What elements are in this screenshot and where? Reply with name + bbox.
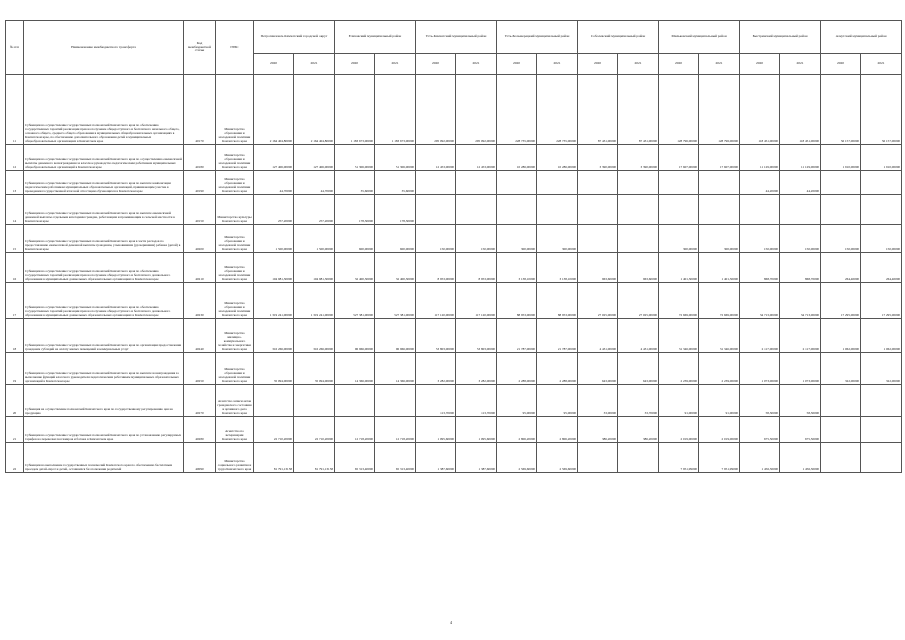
row-name: Субвенции на осуществление государственных полномочий Камчатского края в части расходов по предоставлению ежемесячной денежной выплаты гражданам, усыновившим (удочерившим) ребенка (детей) в Камчатском крае [24, 225, 184, 253]
value-cell [861, 171, 902, 195]
value-cell: 295 092,00000 [416, 75, 456, 145]
value-cell: 35 094,00000 [254, 353, 294, 385]
value-cell: 963,60000 [578, 253, 618, 283]
value-cell: 8 953,00000 [456, 253, 497, 283]
table-row [6, 417, 902, 443]
value-cell: 4 431,00000 [618, 319, 659, 353]
value-cell: 1 456,30000 [740, 443, 780, 473]
year-header: 2021 [780, 54, 821, 75]
row-number: 14 [6, 195, 24, 225]
value-cell: 1 062,00000 [821, 319, 861, 353]
row-code: 40240 [184, 319, 216, 353]
value-cell: 3 138,10000 [537, 253, 578, 283]
value-cell: 675,50000 [740, 417, 780, 443]
year-header: 2021 [618, 54, 659, 75]
value-cell: 10 286,00000 [497, 145, 537, 171]
value-cell: 56 157,00000 [861, 75, 902, 145]
value-cell: 257,20000 [254, 195, 294, 225]
value-cell [375, 385, 416, 417]
value-cell: 72 669,00000 [659, 283, 699, 319]
value-cell: 1 500,00000 [294, 225, 335, 253]
value-cell [861, 195, 902, 225]
value-cell: 3 390,00000 [578, 145, 618, 171]
value-cell [618, 225, 659, 253]
row-grbs: Министерство образования и молодежной политики Камчатского края [216, 75, 254, 145]
value-cell: 316 266,00000 [294, 319, 335, 353]
year-header: 2020 [659, 54, 699, 75]
row-grbs: Министерство культуры Камчатского края [216, 195, 254, 225]
value-cell: 1 401,30000 [659, 253, 699, 283]
value-cell: 44,20000 [780, 171, 821, 195]
value-cell: 88 953,00000 [537, 283, 578, 319]
value-cell: 53 803,00000 [456, 319, 497, 353]
value-cell [659, 195, 699, 225]
value-cell [497, 171, 537, 195]
value-cell: 14 366,00000 [335, 353, 375, 385]
value-cell [254, 385, 294, 417]
row-name: Субвенции на осуществление государственных полномочий Камчатского края по выплате вознаграждения за выполнение функций классного руководителя педагогическим работникам муниципальных образовательных организаций в Камчатском крае [24, 353, 184, 385]
value-cell: 527 381,00000 [375, 283, 416, 319]
table-header [6, 21, 902, 75]
value-cell: 150,00000 [740, 225, 780, 253]
value-cell: 33,70000 [618, 385, 659, 417]
value-cell [416, 195, 456, 225]
value-cell: 2 569,60000 [497, 443, 537, 473]
value-cell: 300,00000 [537, 225, 578, 253]
value-cell: 7 951,99000 [659, 443, 699, 473]
value-cell: 1 073,00000 [780, 353, 821, 385]
value-cell: 87 431,00000 [578, 75, 618, 145]
district-header: Соболевский муниципальный район [578, 21, 659, 54]
value-cell: 300,00000 [497, 225, 537, 253]
value-cell: 31 346,00000 [699, 319, 740, 353]
value-cell: 95,00000 [497, 385, 537, 417]
value-cell: 1 910,00000 [861, 145, 902, 171]
value-cell: 95,00000 [537, 385, 578, 417]
value-cell [821, 195, 861, 225]
table-row [6, 385, 902, 417]
row-number: 13 [6, 171, 24, 195]
value-cell: 150,00000 [416, 225, 456, 253]
value-cell: 104 981,30000 [294, 253, 335, 283]
value-cell: 2 288,00000 [537, 353, 578, 385]
value-cell: 17 295,00000 [821, 283, 861, 319]
value-cell: 32 400,30000 [375, 253, 416, 283]
row-name: Субвенции на осуществление государственных полномочий Камчатского края по установлению регулируемых тарифов на перевозки пассажиров и багажа в Камчатском крае [24, 417, 184, 443]
value-cell: 128 796,00000 [699, 75, 740, 145]
value-cell: 1 183 673,00000 [375, 75, 416, 145]
value-cell: 128 796,00000 [659, 75, 699, 145]
value-cell: 386,20000 [578, 417, 618, 443]
col-num-header: № п/п [6, 21, 24, 75]
row-code: 40270 [184, 385, 216, 417]
value-cell [780, 195, 821, 225]
value-cell: 150,00000 [861, 225, 902, 253]
value-cell: 264,40000 [861, 253, 902, 283]
value-cell: 87 431,00000 [618, 75, 659, 145]
value-cell: 14 366,00000 [375, 353, 416, 385]
value-cell: 643,00000 [618, 353, 659, 385]
value-cell: 31 346,00000 [659, 319, 699, 353]
value-cell: 34 713,00000 [740, 283, 780, 319]
year-header: 2021 [699, 54, 740, 75]
row-grbs: Министерство образования и молодежной политики Камчатского края [216, 145, 254, 171]
row-number: 21 [6, 417, 24, 443]
value-cell [821, 443, 861, 473]
value-cell: 178,30000 [335, 195, 375, 225]
value-cell: 35,60000 [335, 171, 375, 195]
value-cell: 117 120,00000 [416, 283, 456, 319]
district-header: Елизовский муниципальный район [335, 21, 416, 54]
row-grbs: Министерство образования и молодежной политики Камчатского края [216, 253, 254, 283]
value-cell: 7 951,99000 [699, 443, 740, 473]
value-cell: 2 019,00000 [659, 417, 699, 443]
row-number: 22 [6, 443, 24, 473]
value-cell: 44,20000 [740, 171, 780, 195]
value-cell [861, 443, 902, 473]
value-cell: 96 966,00000 [335, 319, 375, 353]
value-cell: 2 239,00000 [659, 353, 699, 385]
value-cell: 118 451,00000 [740, 75, 780, 145]
col-grbs-header: ГРБС [216, 21, 254, 75]
row-name: Субвенции на осуществление государственных полномочий Камчатского края по обеспечению государственных гарантий реализации прав на получение общедоступного и бесплатного дошкольного образования в муниципальных дошкольных образовательных организациях в Камчатском крае [24, 253, 184, 283]
district-header: Мильковский муниципальный район [659, 21, 740, 54]
year-header: 2020 [578, 54, 618, 75]
value-cell: 322,00000 [821, 353, 861, 385]
value-cell: 1 387,60000 [416, 443, 456, 473]
value-cell [618, 171, 659, 195]
value-cell: 51 306,00000 [335, 145, 375, 171]
value-cell: 12 453,00000 [456, 145, 497, 171]
row-name: Субвенции на осуществление государственных полномочий Камчатского края по выплате компенсации педагогическим работникам муниципальных образовательных организаций, принимающим участие в проведении государственной итоговой аттестации обучающихся в Камчатском крае [24, 171, 184, 195]
table-row [6, 145, 902, 171]
value-cell: 3 282,00000 [416, 353, 456, 385]
year-header: 2020 [740, 54, 780, 75]
value-cell [456, 171, 497, 195]
value-cell [578, 225, 618, 253]
district-header: Усть-Камчатский муниципальный район [416, 21, 497, 54]
value-cell: 2 164 404,80000 [294, 75, 335, 145]
value-cell [537, 171, 578, 195]
value-cell: 3 390,00000 [618, 145, 659, 171]
row-code: 40280 [184, 417, 216, 443]
row-grbs: Агентство по ветеринарии Камчатского края [216, 417, 254, 443]
value-cell: 33,00000 [578, 385, 618, 417]
row-number: 19 [6, 353, 24, 385]
year-header: 2021 [375, 54, 416, 75]
value-cell: 17 295,00000 [861, 283, 902, 319]
value-cell: 22 710,20000 [254, 417, 294, 443]
row-code: 40230 [184, 283, 216, 319]
value-cell: 22 710,20000 [294, 417, 335, 443]
value-cell: 72 669,00000 [699, 283, 740, 319]
table-row [6, 283, 902, 319]
value-cell: 643,00000 [578, 353, 618, 385]
row-name: Субвенции на осуществление государственных полномочий Камчатского края по обеспечению государственных гарантий реализации прав на получение общедоступного и бесплатного дошкольного образования в муниципальных дошкольных образовательных организациях в Камчатском крае [24, 283, 184, 319]
value-cell: 1 183 673,00000 [335, 75, 375, 145]
value-cell: 21 787,00000 [497, 319, 537, 353]
value-cell: 868,70000 [740, 253, 780, 283]
year-header: 2020 [416, 54, 456, 75]
value-cell: 527 381,00000 [335, 283, 375, 319]
value-cell: 12 453,00000 [416, 145, 456, 171]
year-header: 2020 [254, 54, 294, 75]
value-cell: 178,30000 [375, 195, 416, 225]
value-cell: 113,70000 [456, 385, 497, 417]
value-cell: 35,60000 [375, 171, 416, 195]
value-cell: 44,70000 [294, 171, 335, 195]
value-cell: 228 735,00000 [537, 75, 578, 145]
value-cell [618, 443, 659, 473]
value-cell: 104 981,30000 [254, 253, 294, 283]
value-cell [578, 171, 618, 195]
value-cell: 322,00000 [861, 353, 902, 385]
table-body [6, 75, 902, 473]
row-name: Субвенции на осуществление государственных полномочий Камчатского края по обеспечению государственных гарантий реализации прав на получение общедоступного и бесплатного начального общего, основного общего, среднего общего образования в муниципальных общеобразовательных организациях в Камчатском крае, по обеспечению дополнительного образования детей в муниципальных общеобразовательных организациях в Камчатском крае [24, 75, 184, 145]
value-cell: 27 025,00000 [578, 283, 618, 319]
value-cell [861, 385, 902, 417]
value-cell: 35 094,00000 [294, 353, 335, 385]
value-cell: 386,20000 [618, 417, 659, 443]
value-cell: 2 019,00000 [699, 417, 740, 443]
value-cell: 2 288,00000 [497, 353, 537, 385]
value-cell [699, 171, 740, 195]
value-cell: 600,00000 [335, 225, 375, 253]
year-header: 2020 [497, 54, 537, 75]
row-number: 12 [6, 145, 24, 171]
value-cell: 868,70000 [780, 253, 821, 283]
row-grbs: Министерство образования и молодежной политики Камчатского края [216, 225, 254, 253]
district-header: Петропавловск-Камчатский городской округ [254, 21, 335, 54]
row-number: 18 [6, 319, 24, 353]
value-cell: 58,30000 [740, 385, 780, 417]
row-number: 11 [6, 75, 24, 145]
value-cell: 1 073,00000 [740, 353, 780, 385]
value-cell: 1 500,00000 [254, 225, 294, 253]
row-grbs: Министерство образования и молодежной политики Камчатского края [216, 283, 254, 319]
value-cell: 118 451,00000 [780, 75, 821, 145]
row-code: 40180 [184, 145, 216, 171]
table-row [6, 225, 902, 253]
value-cell: 1 319 241,00000 [294, 283, 335, 319]
year-header: 2020 [335, 54, 375, 75]
value-cell: 65 313,40000 [335, 443, 375, 473]
value-cell [699, 195, 740, 225]
value-cell: 2 239,00000 [699, 353, 740, 385]
value-cell: 81 791,13158 [254, 443, 294, 473]
col-code-header: Код межбюджетной статьи [184, 21, 216, 75]
value-cell: 257,20000 [294, 195, 335, 225]
value-cell: 675,50000 [780, 417, 821, 443]
value-cell: 2 164 404,80000 [254, 75, 294, 145]
value-cell: 8 953,00000 [416, 253, 456, 283]
row-grbs: Министерство жилищно-коммунального хозяйства и энергетики Камчатского края [216, 319, 254, 353]
value-cell: 12 718,20000 [335, 417, 375, 443]
table-row [6, 253, 902, 283]
value-cell: 1 456,30000 [780, 443, 821, 473]
value-cell: 150,00000 [821, 225, 861, 253]
row-number: 17 [6, 283, 24, 319]
value-cell [294, 385, 335, 417]
value-cell: 228 735,00000 [497, 75, 537, 145]
value-cell: 3 138,10000 [497, 253, 537, 283]
col-name-header: Наименование межбюджетного трансферта [24, 21, 184, 75]
value-cell: 1 910,00000 [821, 145, 861, 171]
value-cell: 51 306,00000 [375, 145, 416, 171]
value-cell [537, 195, 578, 225]
table-row [6, 319, 902, 353]
value-cell [821, 417, 861, 443]
value-cell: 1 062,00000 [861, 319, 902, 353]
value-cell: 127 406,00000 [254, 145, 294, 171]
value-cell: 34 713,00000 [780, 283, 821, 319]
value-cell: 150,00000 [456, 225, 497, 253]
table-row [6, 171, 902, 195]
value-cell: 11 129,00000 [780, 145, 821, 171]
value-cell: 150,00000 [780, 225, 821, 253]
row-code: 40210 [184, 253, 216, 283]
value-cell [416, 171, 456, 195]
row-grbs: Министерство социального развития и труда Камчатского края [216, 443, 254, 473]
district-header: Быстринский муниципальный район [740, 21, 821, 54]
value-cell: 12 718,20000 [375, 417, 416, 443]
row-code: 40190 [184, 171, 216, 195]
value-cell: 4 431,00000 [578, 319, 618, 353]
row-number: 15 [6, 225, 24, 253]
row-name: Субвенции на осуществление государственных полномочий Камчатского края по выплате ежемесячной денежной выплаты отдельным категориям граждан, работающим и проживающим в сельской местности в Камчатском крае [24, 195, 184, 225]
value-cell: 32 400,30000 [335, 253, 375, 283]
value-cell: 10 286,00000 [537, 145, 578, 171]
row-name: Субвенции на осуществление государственных полномочий Камчатского края по осуществлению ежемесячной выплаты денежного вознаграждения за классное руководство педагогическим работникам муниципальных общеобразовательных организаций в Камчатском крае [24, 145, 184, 171]
value-cell [740, 195, 780, 225]
value-cell: 88 953,00000 [497, 283, 537, 319]
row-grbs: Агентство записи актов гражданского состояния и архивного дела Камчатского края [216, 385, 254, 417]
row-grbs: Министерство образования и молодежной политики Камчатского края [216, 353, 254, 385]
row-code: 40090 [184, 443, 216, 473]
district-header: Усть-Большерецкий муниципальный район [497, 21, 578, 54]
row-grbs: Министерство образования и молодежной политики Камчатского края [216, 171, 254, 195]
table-row [6, 195, 902, 225]
year-header: 2021 [294, 54, 335, 75]
value-cell [497, 195, 537, 225]
value-cell: 2 117,00000 [780, 319, 821, 353]
value-cell: 65 313,40000 [375, 443, 416, 473]
value-cell: 1 095,60000 [456, 417, 497, 443]
year-header: 2020 [821, 54, 861, 75]
row-name: Субвенция на осуществление полномочий Камчатского края по государственному регулированию цен на продукцию [24, 385, 184, 417]
value-cell [578, 195, 618, 225]
value-cell: 1 401,30000 [699, 253, 740, 283]
budget-table [5, 20, 902, 473]
row-code: 40200 [184, 225, 216, 253]
value-cell: 17 607,00000 [659, 145, 699, 171]
value-cell: 2 117,00000 [740, 319, 780, 353]
value-cell: 1 319 241,00000 [254, 283, 294, 319]
value-cell: 17 607,00000 [699, 145, 740, 171]
row-number: 16 [6, 253, 24, 283]
value-cell: 600,00000 [375, 225, 416, 253]
value-cell: 21 787,00000 [537, 319, 578, 353]
value-cell: 91,00000 [659, 385, 699, 417]
year-header: 2021 [861, 54, 902, 75]
row-code: 40150 [184, 195, 216, 225]
value-cell: 81 791,13158 [294, 443, 335, 473]
value-cell: 3 282,00000 [456, 353, 497, 385]
row-name: Субвенции на выполнение государственных полномочий Камчатского края по обеспечению бесплатным проездом детей-сирот и детей, оставшихся без попечения родителей [24, 443, 184, 473]
value-cell: 300,00000 [699, 225, 740, 253]
value-cell: 316 266,00000 [254, 319, 294, 353]
value-cell: 27 025,00000 [618, 283, 659, 319]
value-cell: 113,70000 [416, 385, 456, 417]
row-number: 20 [6, 385, 24, 417]
page-number: 4 [450, 620, 452, 625]
value-cell: 96 966,00000 [375, 319, 416, 353]
value-cell: 2 569,60000 [537, 443, 578, 473]
value-cell [335, 385, 375, 417]
value-cell [861, 417, 902, 443]
table-row [6, 75, 902, 145]
value-cell [821, 385, 861, 417]
value-cell [821, 171, 861, 195]
value-cell: 127 406,00000 [294, 145, 335, 171]
value-cell [659, 171, 699, 195]
value-cell: 11 129,00000 [740, 145, 780, 171]
value-cell [578, 443, 618, 473]
value-cell: 2 806,20000 [537, 417, 578, 443]
district-header: Алеутский муниципальный район [821, 21, 902, 54]
value-cell: 2 806,20000 [497, 417, 537, 443]
value-cell: 963,60000 [618, 253, 659, 283]
value-cell: 58,30000 [780, 385, 821, 417]
value-cell: 53 803,00000 [416, 319, 456, 353]
table-row [6, 443, 902, 473]
value-cell: 117 120,00000 [456, 283, 497, 319]
row-name: Субвенции на осуществление государственных полномочий Камчатского края по организации предоставления гражданам субсидий на оплату жилых помещений и коммунальных услуг [24, 319, 184, 353]
row-code: 40170 [184, 75, 216, 145]
value-cell: 91,00000 [699, 385, 740, 417]
value-cell: 1 387,60000 [456, 443, 497, 473]
year-header: 2021 [537, 54, 578, 75]
table-row [6, 353, 902, 385]
value-cell [456, 195, 497, 225]
row-code: 40250 [184, 353, 216, 385]
year-header: 2021 [456, 54, 497, 75]
value-cell: 264,40000 [821, 253, 861, 283]
value-cell: 44,70000 [254, 171, 294, 195]
value-cell: 56 157,00000 [821, 75, 861, 145]
value-cell: 295 092,00000 [456, 75, 497, 145]
value-cell: 1 095,60000 [416, 417, 456, 443]
value-cell [618, 195, 659, 225]
value-cell: 300,00000 [659, 225, 699, 253]
